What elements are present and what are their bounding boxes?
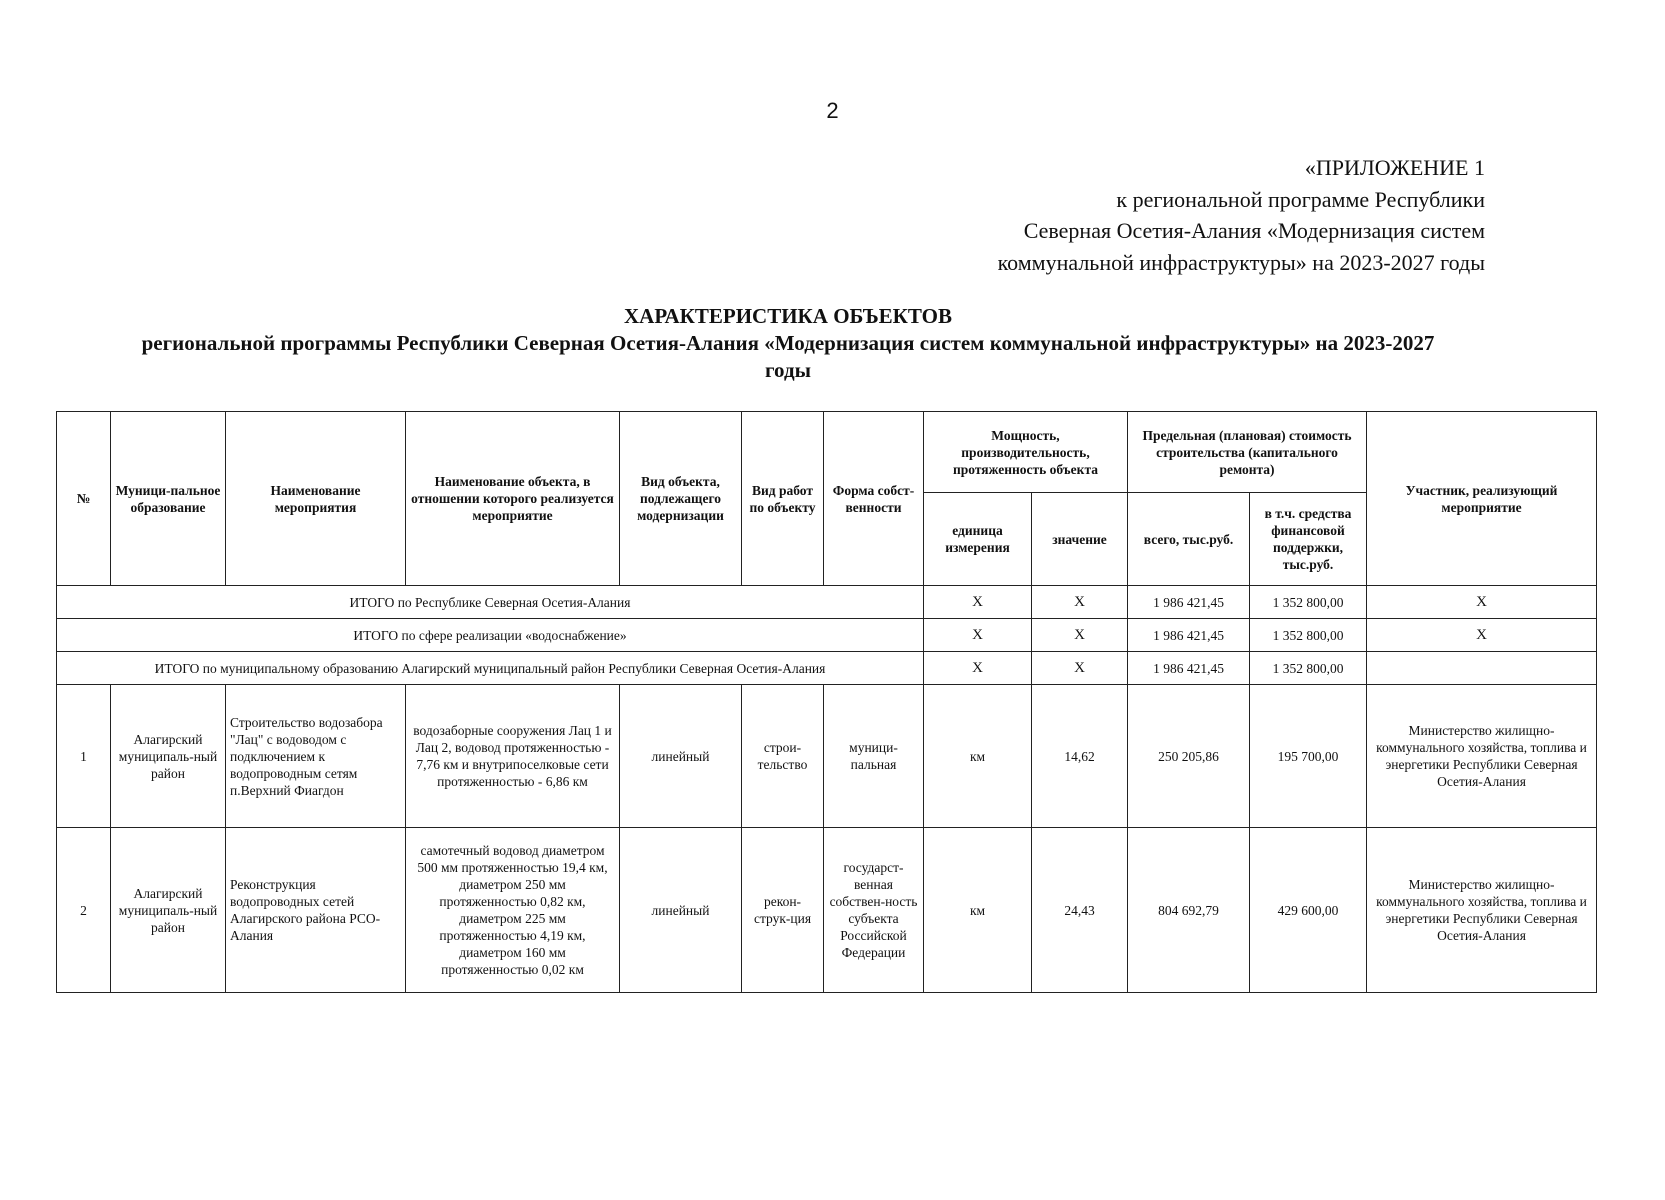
cell-cost-support: 429 600,00 (1250, 828, 1367, 993)
cell-work-type: рекон-струк-ция (742, 828, 824, 993)
summary-value: X (1032, 586, 1128, 619)
header-ownership: Форма собст-венности (824, 412, 924, 586)
cell-value: 24,43 (1032, 828, 1128, 993)
cell-municipality: Алагирский муниципаль-ный район (111, 828, 226, 993)
header-cost-support: в т.ч. средства финансовой поддержки, тыс.руб. (1250, 493, 1367, 586)
cell-num: 2 (57, 828, 111, 993)
title-line-2: региональной программы Республики Северная Осетия-Алания «Модернизация систем коммунальной инфраструктуры» на 2023-2027 (141, 331, 1435, 355)
cell-value: 14,62 (1032, 685, 1128, 828)
header-work-type: Вид работ по объекту (742, 412, 824, 586)
header-num: № (57, 412, 111, 586)
summary-support: 1 352 800,00 (1250, 586, 1367, 619)
header-cost-total: всего, тыс.руб. (1128, 493, 1250, 586)
cell-ownership: государст-венная собствен-ность субъекта Российской Федерации (824, 828, 924, 993)
header-object-type: Вид объекта, подлежащего модернизации (620, 412, 742, 586)
cell-participant: Министерство жилищно-коммунального хозяйства, топлива и энергетики Республики Северная Осетия-Алания (1367, 828, 1597, 993)
summary-unit: X (924, 586, 1032, 619)
summary-label: ИТОГО по сфере реализации «водоснабжение» (57, 619, 924, 652)
appendix-line-3: Северная Осетия-Алания «Модернизация систем (1023, 218, 1485, 243)
cell-object-type: линейный (620, 685, 742, 828)
summary-total: 1 986 421,45 (1128, 619, 1250, 652)
cell-unit: км (924, 828, 1032, 993)
cell-object-name: водозаборные сооружения Лац 1 и Лац 2, водовод протяженностью - 7,76 км и внутрипоселковые сети протяженностью - 6,86 км (406, 685, 620, 828)
cell-num: 1 (57, 685, 111, 828)
header-municipality: Муници-пальное образование (111, 412, 226, 586)
table-row (57, 685, 1597, 828)
cell-work-type: строи-тельство (742, 685, 824, 828)
cell-ownership: муници-пальная (824, 685, 924, 828)
summary-row (57, 652, 1597, 685)
cell-measure: Реконструкция водопроводных сетей Алагирского района РСО-Алания (226, 828, 406, 993)
cell-cost-total: 250 205,86 (1128, 685, 1250, 828)
summary-value: X (1032, 619, 1128, 652)
cell-cost-total: 804 692,79 (1128, 828, 1250, 993)
cell-cost-support: 195 700,00 (1250, 685, 1367, 828)
cell-object-name: самотечный водовод диаметром 500 мм протяженностью 19,4 км, диаметром 250 мм протяженностью 0,82 км, диаметром 225 мм протяженностью 4,19 км, диаметром 160 мм протяженностью 0,02 км (406, 828, 620, 993)
summary-unit: X (924, 652, 1032, 685)
summary-participant: X (1367, 619, 1597, 652)
page-number: 2 (826, 98, 839, 123)
appendix-line-4: коммунальной инфраструктуры» на 2023-2027 годы (997, 249, 1485, 275)
summary-support: 1 352 800,00 (1250, 619, 1367, 652)
cell-municipality: Алагирский муниципаль-ный район (111, 685, 226, 828)
header-cost-group: Предельная (плановая) стоимость строительства (капитального ремонта) (1128, 412, 1367, 493)
title-line-3: годы (765, 358, 811, 382)
cell-unit: км (924, 685, 1032, 828)
summary-row (57, 586, 1597, 619)
appendix-line-2: к региональной программе Республики (1116, 186, 1485, 212)
header-capacity-group: Мощность, производительность, протяженность объекта (924, 412, 1128, 493)
summary-value: X (1032, 652, 1128, 685)
header-object-name: Наименование объекта, в отношении которого реализуется мероприятие (406, 412, 620, 586)
cell-object-type: линейный (620, 828, 742, 993)
summary-label: ИТОГО по Республике Северная Осетия-Алания (57, 586, 924, 619)
appendix-line-1: «ПРИЛОЖЕНИЕ 1 (1304, 155, 1485, 180)
summary-participant: X (1367, 586, 1597, 619)
table-row (57, 828, 1597, 993)
header-participant: Участник, реализующий мероприятие (1367, 412, 1597, 586)
summary-label: ИТОГО по муниципальному образованию Алагирский муниципальный район Республики Северная Осетия-Алания (57, 652, 924, 685)
summary-total: 1 986 421,45 (1128, 586, 1250, 619)
appendix-heading (998, 152, 1485, 278)
document-title (58, 303, 1518, 384)
header-value: значение (1032, 493, 1128, 586)
summary-row (57, 619, 1597, 652)
summary-support: 1 352 800,00 (1250, 652, 1367, 685)
summary-unit: X (924, 619, 1032, 652)
objects-table (56, 411, 1597, 993)
header-unit: единица измерения (924, 493, 1032, 586)
header-row-1 (57, 412, 1597, 493)
header-measure: Наименование мероприятия (226, 412, 406, 586)
cell-participant: Министерство жилищно-коммунального хозяйства, топлива и энергетики Республики Северная Осетия-Алания (1367, 685, 1597, 828)
summary-participant (1367, 652, 1597, 685)
title-line-1: ХАРАКТЕРИСТИКА ОБЪЕКТОВ (624, 304, 952, 328)
cell-measure: Строительство водозабора "Лац" с водоводом с подключением к водопроводным сетям п.Верхний Фиагдон (226, 685, 406, 828)
summary-total: 1 986 421,45 (1128, 652, 1250, 685)
